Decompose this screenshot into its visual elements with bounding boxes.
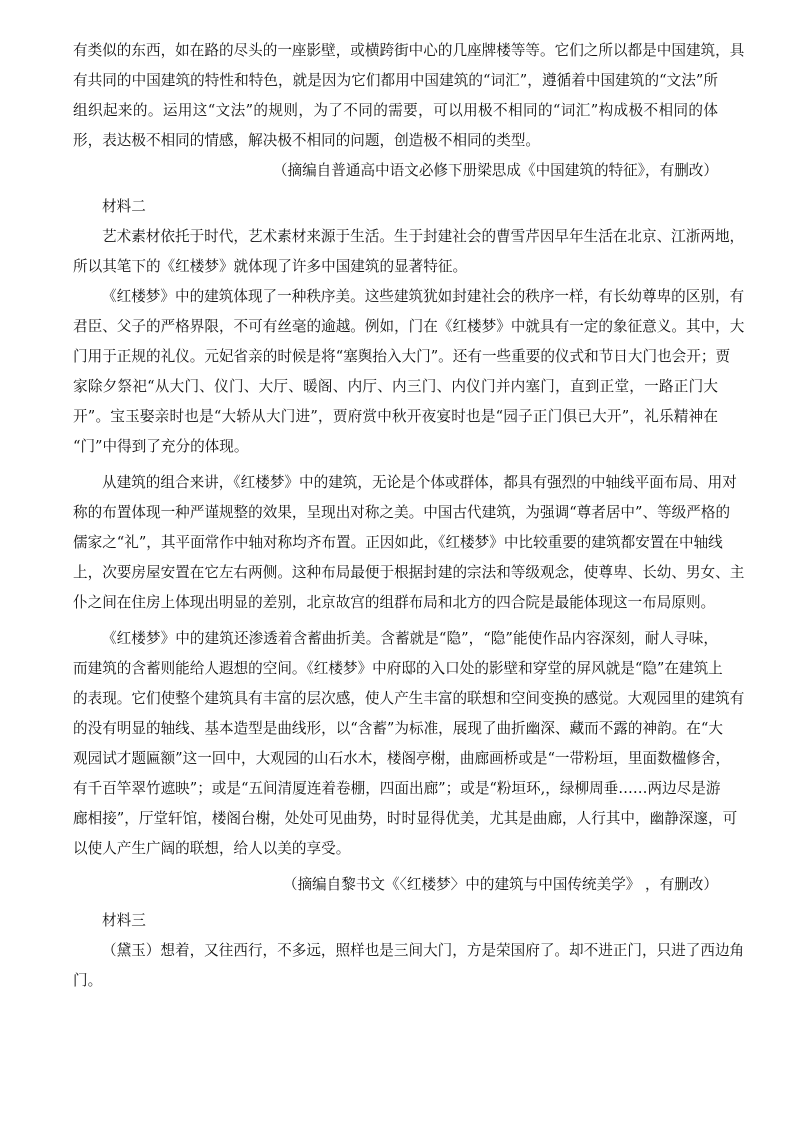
paragraph-line: 的没有明显的轴线、基本造型是曲线形，以“含蓄”为标准，展现了曲折幽深、藏而不露的神韵。在“大	[73, 720, 723, 737]
paragraph-line: 《红楼梦》中的建筑体现了一种秩序美。这些建筑犹如封建社会的秩序一样，有长幼尊卑的区别，有	[102, 288, 745, 305]
paragraph-line: （黛玉）想着，又往西行，不多远，照样也是三间大门，方是荣国府了。却不进正门，只进了西边角	[102, 942, 745, 959]
section-heading: 材料二	[102, 198, 146, 215]
paragraph-line: 门。	[73, 972, 103, 989]
paragraph-line: 从建筑的组合来讲，《红楼梦》中的建筑，无论是个体或群体，都具有强烈的中轴线平面布局、用对	[102, 474, 737, 491]
paragraph-line: 艺术素材依托于时代，艺术素材来源于生活。生于封建社会的曹雪芹因早年生活在北京、江浙两地，	[102, 228, 745, 245]
section-heading: 材料三	[102, 912, 146, 929]
paragraph-line: 有千百竿翠竹遮映”；或是“五间清厦连着卷棚，四面出廊”；或是“粉垣环,，绿柳周垂……两边尽是游	[73, 780, 721, 797]
paragraph-line: 有共同的中国建筑的特性和特色，就是因为它们都用中国建筑的“词汇”，遵循着中国建筑的“文法”所	[73, 72, 718, 89]
paragraph-line: 廊相接”，厅堂轩馆，楼阁台榭，处处可见曲势，时时显得优美，尤其是曲廊，人行其中，幽静深邃，可	[73, 810, 738, 827]
paragraph-line: “门”中得到了充分的体现。	[73, 438, 249, 455]
paragraph-line: 门用于正规的礼仪。元妃省亲的时候是将“塞舆抬入大门”。还有一些重要的仪式和节日大门也会开；贾	[73, 348, 731, 365]
paragraph-line: 上，次要房屋安置在它左右两侧。这种布局最便于根据封建的宗法和等级观念，使尊卑、长幼、男女、主	[73, 564, 745, 581]
paragraph-line: 而建筑的含蓄则能给人遐想的空间。《红楼梦》中府邸的入口处的影壁和穿堂的屏风就是“隐”在建筑上	[73, 660, 723, 677]
paragraph-line: 组织起来的。运用这“文法”的规则，为了不同的需要，可以用极不相同的“词汇”构成极不相同的体	[73, 102, 718, 119]
paragraph-line: 所以其笔下的《红楼梦》就体现了许多中国建筑的显著特征。	[73, 258, 468, 275]
paragraph-line: 观园试才题匾额”这一回中，大观园的山石水木，楼阁亭榭，曲廊画桥或是“一带粉垣，里面数楹修舍，	[73, 750, 731, 767]
paragraph-line: 有类似的东西，如在路的尽头的一座影壁，或横跨街中心的几座牌楼等等。它们之所以都是中国建筑，具	[73, 42, 745, 59]
source-citation: （摘编自黎书文《〈红楼梦〉中的建筑与中国传统美学》 ，有删改）	[282, 876, 718, 893]
paragraph-line: 开”。宝玉娶亲时也是“大轿从大门进”，贾府赏中秋开夜宴时也是“园子正门俱已大开”，礼乐精神在	[73, 408, 718, 425]
paragraph-line: 的表现。它们使整个建筑具有丰富的层次感，使人产生丰富的联想和空间变换的感觉。大观园里的建筑有	[73, 690, 745, 707]
paragraph-line: 仆之间在住房上体现出明显的差别，北京故宫的组群布局和北方的四合院是最能体现这一布局原则。	[73, 594, 716, 611]
paragraph-line: 儒家之“礼”，其平面常作中轴对称均齐布置。正因如此，《红楼梦》中比较重要的建筑都安置在中轴线	[73, 534, 723, 551]
paragraph-line: 以使人产生广阔的联想，给人以美的享受。	[73, 840, 351, 857]
paragraph-line: 形，表达极不相同的情感，解决极不相同的问题，创造极不相同的类型。	[73, 132, 541, 149]
paragraph-line: 称的布置体现一种严谨规整的效果，呈现出对称之美。中国古代建筑，为强调“尊者居中”、等级严格的	[73, 504, 731, 521]
paragraph-line: 君臣、父子的严格界限，不可有丝毫的逾越。例如，门在《红楼梦》中就具有一定的象征意义。其中，大	[73, 318, 745, 335]
paragraph-line: 《红楼梦》中的建筑还渗透着含蓄曲折美。含蓄就是“隐”，“隐”能使作品内容深刻，耐人寻味，	[102, 630, 718, 647]
source-citation: （摘编自普通高中语文必修下册梁思成《中国建筑的特征》，有删改）	[272, 162, 718, 179]
paragraph-line: 家除夕祭祀“从大门、仪门、大厅、暖阁、内厅、内三门、内仪门并内塞门，直到正堂，一路正门大	[73, 378, 718, 395]
